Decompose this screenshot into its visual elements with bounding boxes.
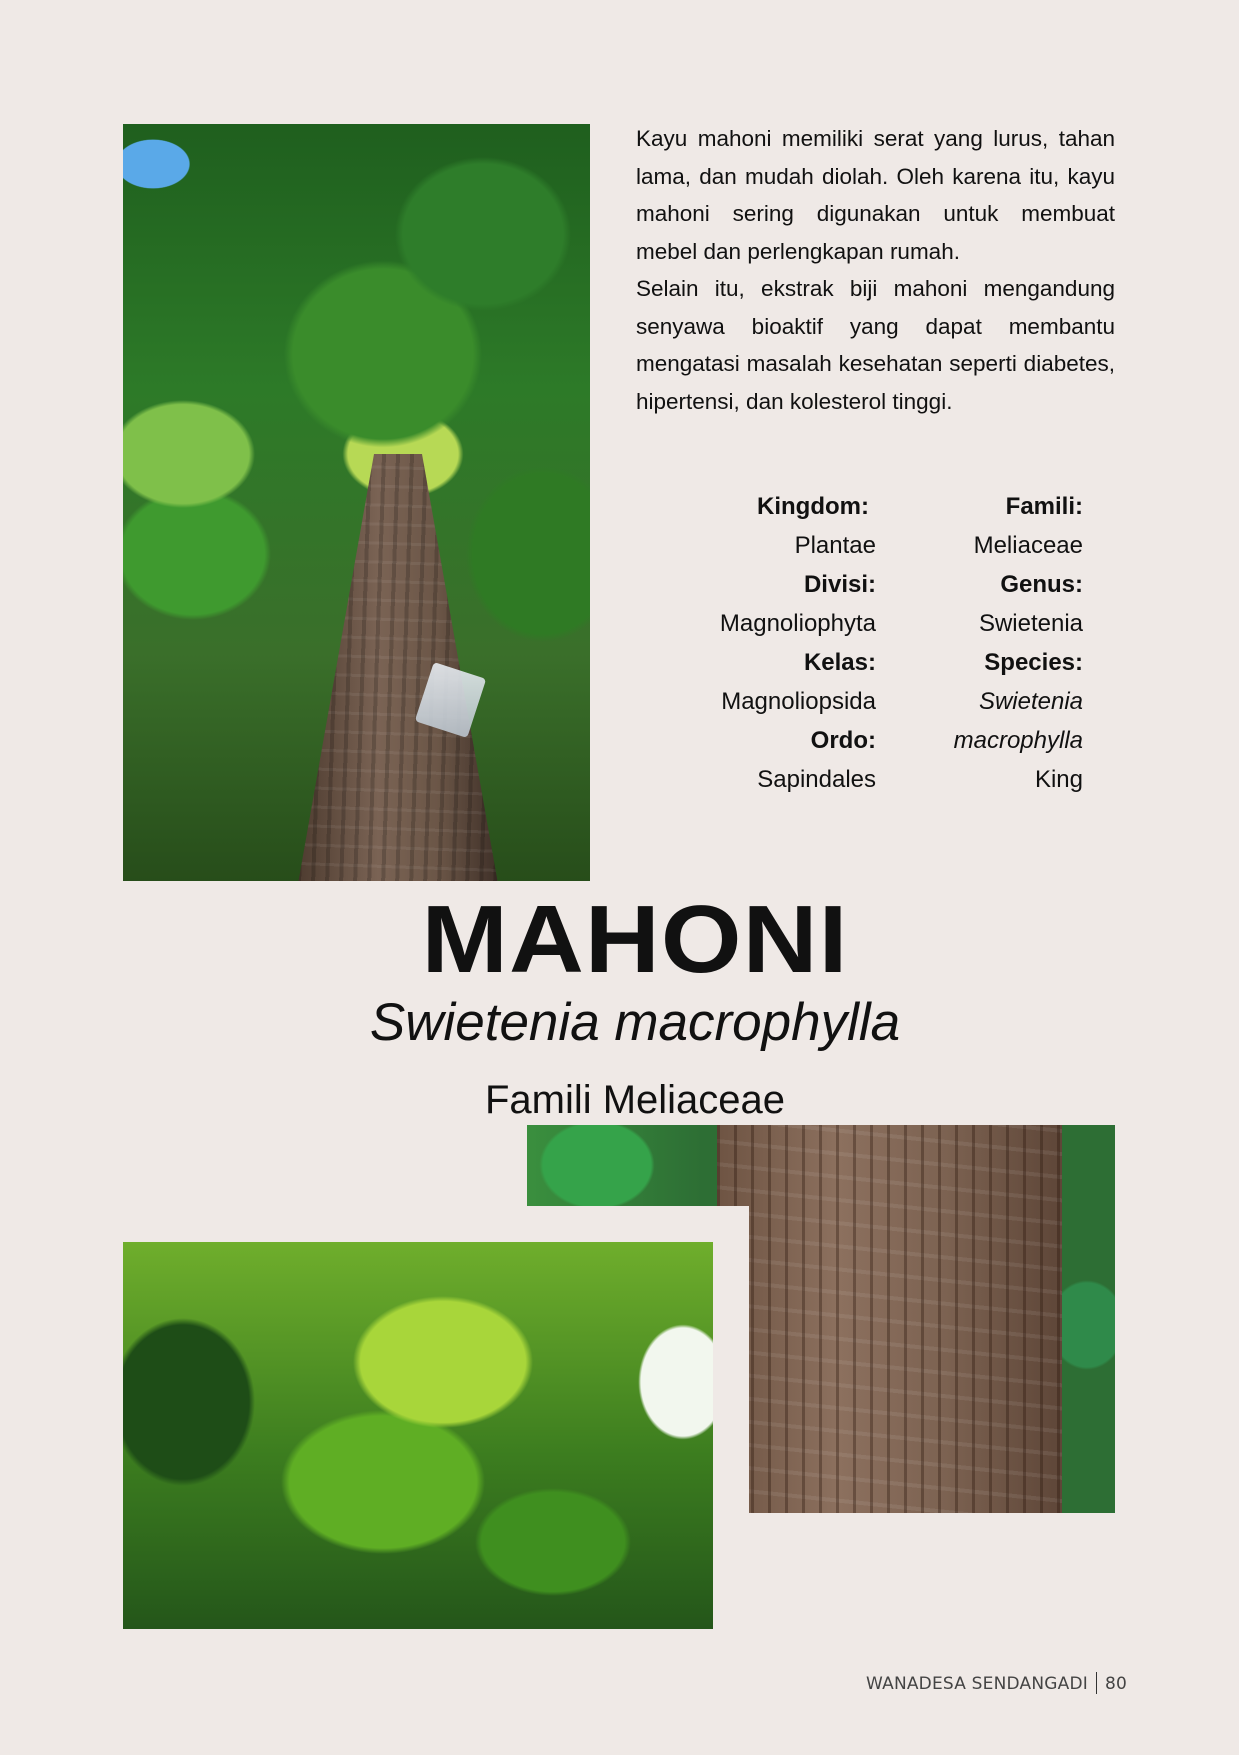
footer-divider	[1096, 1672, 1097, 1694]
famili-label: Famili:	[1005, 493, 1083, 520]
page-title: MAHONI	[421, 886, 849, 993]
divisi-value: Magnoliophyta	[719, 610, 876, 637]
species-author: King	[1034, 766, 1083, 793]
ordo-value: Sapindales	[757, 766, 876, 793]
publication-name: WANADESA SENDANGADI	[866, 1674, 1088, 1694]
page-footer	[866, 1672, 1127, 1694]
genus-value: Swietenia	[978, 610, 1083, 637]
species-label: Species:	[984, 649, 1083, 676]
description-text	[636, 120, 1115, 420]
description-paragraph-1: Kayu mahoni memiliki serat yang lurus, tahan lama, dan mudah diolah. Oleh karena itu, kayu mahoni sering digunakan untuk membuat mebel dan perlengkapan rumah.	[636, 126, 1115, 264]
scientific-name: Swietenia macrophylla	[369, 993, 901, 1052]
species-value-genus: Swietenia	[978, 688, 1083, 715]
bark-texture	[717, 1125, 1062, 1513]
leaves-photo	[123, 1242, 713, 1629]
description-paragraph-2: Selain itu, ekstrak biji mahoni mengandung senyawa bioaktif yang dapat membantu mengatasi masalah kesehatan seperti diabetes, hipertensi, dan kolesterol tinggi.	[636, 276, 1115, 414]
tree-trunk	[298, 454, 498, 881]
mahogany-tree-photo	[123, 124, 590, 881]
ordo-label: Ordo:	[810, 727, 876, 754]
kingdom-value: Plantae	[794, 532, 876, 559]
kelas-value: Magnoliopsida	[721, 688, 876, 715]
kingdom-label: Kingdom:	[757, 493, 869, 520]
kelas-label: Kelas:	[803, 649, 876, 676]
genus-label: Genus:	[1000, 571, 1083, 598]
famili-value: Meliaceae	[973, 532, 1083, 559]
page-number: 80	[1104, 1674, 1127, 1694]
taxonomy-left-column	[640, 487, 876, 799]
taxonomy-right-column	[900, 487, 1083, 799]
species-value-epithet: macrophylla	[953, 727, 1083, 754]
divisi-label: Divisi:	[803, 571, 876, 598]
family-name: Famili Meliaceae	[484, 1078, 786, 1122]
